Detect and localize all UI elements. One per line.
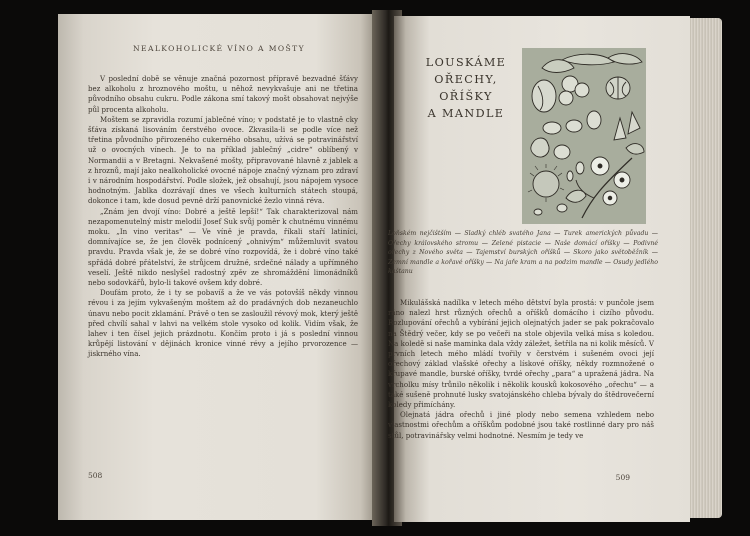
chapter-title-line: OŘECHY, OŘÍŠKY <box>434 73 498 103</box>
paragraph: „Znám jen dvojí víno: Dobré a ještě lepší!“ Tak charakterizoval nám nezapomenutelný mistr melodií Josef Suk svůj poměr k chutnému vinnému moku. „In vino veritas“ — Ve víně je pravda, říkali staří latiníci, domnívajíce se, že jen člověk podnícený „ohnivým“ můžemluvit svatou pravdu. Pravda však je, že se dobré víno rozpovídá, že i dobré víno také spřádá dobré přátelství, že strůjcem družné, srdečné nálady a upřímného veselí. Ještě nikdo neslyšel radostný zpěv ze shromáždění limonádníků nebo sodovkářů, bylo-li takové ovšem kdy dobré. <box>88 206 358 288</box>
paragraph: Mikulášská nadílka v letech mého dětství byla prostá: v punčole jsem ráno nalezl hrst různých ořechů a oříšků domácího i cizího původu. Rozlupování ořechů a vybírání jejich olejnatých jader se pak pokračovalo na Štědrý večer, kdy se po večeři na stole objevila velká mísa s koledou. Na koledě si naše maminka dala vždy záležet, šetřila na ni kolik měsíců. V prvních letech mého mládí tvořily v čerstvém i sušeném ovoci její ořechový základ vlašské ořechy a lískové oříšky, někdy rozmnožené o křupavé mandle, burské oříšky, tvrdé ořechy „para“ a upražená jádra. Na vrcholku mísy trůnilo několik i několik kousků kokosového „ořechu“ — a také sušeně prohnuté lusky svatojánského chleba bývaly do štědrovečerní koledy přimíchány. <box>388 298 654 410</box>
page-edges <box>688 18 722 518</box>
page-number-right: 509 <box>615 473 630 482</box>
chapter-title-line: LOUSKÁME <box>425 56 507 69</box>
paragraph: Doufám proto, že i ty se pobavíš a že ve vás potovšíš někdy vinnou révou i za jejím vykvašeným moštem až do pradávných dob nezaneuchlo únavu nebo pocit zklamání. Právě o ten se zasloužil révový mok, který ještě před chvílí sahal v lahvi na velkém stole vysoko od kolik. Vidím však, že lahev i ten čísel jejich prázdnotu. Končím proto i já s poslední vinnou krůpějí listování v dějinách kronice vinné révy a jejího prvorozence — jiskrného vína. <box>88 288 358 359</box>
right-page <box>388 16 690 522</box>
running-head: NEALKOHOLICKÉ VÍNO A MOŠTY <box>132 44 306 53</box>
chapter-contents: Loňském nejčištším — Sladký chléb svatého Jana — Turek amerických půvadu — Ořechy královského stromu — Zelené pistacie — Naše domácí oříšky — Podivné ořechy z Nového světa — Tajemství burských oříšků — Skoro jako světoběžník — Zemní mandle a kořavé oříšky — Na jaře kram a na podzim mandle — Osudy jedlého kaštanu <box>388 230 658 276</box>
left-page <box>58 14 380 520</box>
chapter-title <box>412 54 520 122</box>
paragraph: V poslední době se věnuje značná pozornost přípravě bezvadné šťávy bez alkoholu z hroznového moštu, u něhož nevykvašuje ani ne třetina původního obsahu cukru. Podle zákona smí takový mošt obsahovat nejvýše půl procenta alkoholu. <box>88 74 358 114</box>
chapter-title-line: A MANDLE <box>427 107 505 120</box>
paragraph: Moštem se zpravidla rozumí jablečné víno; v podstatě je to vlastně cky šťáva získaná lisováním čerstvého ovoce. Zkvasila-li se podle více než třetina původního přirozeného cukerného obsahu, užívá se potravinářství už o ovocných vínech. Je to na příklad jablečný „cidre“ oblíbený v Normandii a v Bretagni. Nekvašené mošty, připravované hlavně z jablek a z hroznů, mají jako nealkoholické ovocné nápoje značný význam pro zdraví i v národním hospodářství. Podle složek, jež obsahují, jsou nápojem vysoce hodnotným. Jablka dozrávají dnes ve všech kulturních státech stoupá, dokonce i tam, kde dosud pevně drží panovnické žezlo vinná réva. <box>88 114 358 206</box>
right-text-block <box>388 298 654 441</box>
paragraph: Olejnatá jádra ořechů i jiné plody nebo semena vzhledem nebo vlastnostmi ořechům a oříškům podobné jsou také rostlinné dary pro náš stůl, potravinářsky velmi hodnotné. Nesmím je tedy ve <box>388 410 654 440</box>
left-text-block <box>88 74 358 360</box>
botanical-engraving-icon <box>522 48 646 224</box>
nut-illustration <box>522 48 646 224</box>
page-number-left: 508 <box>88 471 103 480</box>
